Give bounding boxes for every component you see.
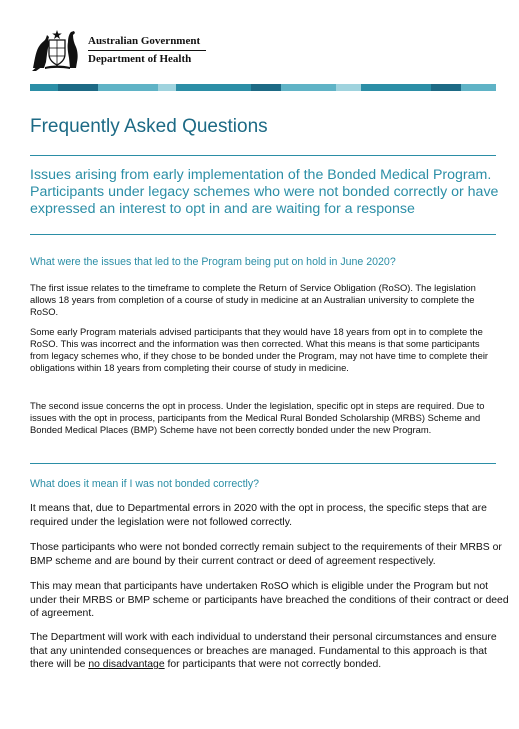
section-divider bbox=[30, 463, 496, 464]
final-text-after: for participants that were not correctly bonded. bbox=[164, 659, 382, 670]
answer-paragraph: The first issue relates to the timeframe to complete the Return of Service Obligation (RoSO). The legislation allows 18 years from completion of a course of study in medicine at an Australian university to complete the RoSO. bbox=[30, 282, 476, 317]
answer-paragraph: Some early Program materials advised participants that they would have 18 years from opt in to complete the RoSO. This was incorrect and the information was then corrected. What this means is that some participants from legacy schemes who, if they chose to be bonded under the Program, may not have time to complete their obligations within 18 years from completing their course of study in medicine. bbox=[30, 326, 489, 373]
answer-paragraph: The second issue concerns the opt in process. Under the legislation, specific opt in steps are required. Due to issues with the opt in process, participants from the Medical Rural Bonded Scholarship (MRBS) Scheme and Bonded Medical Places (BMP) Scheme have not been correctly bonded under the new Program. bbox=[30, 400, 485, 435]
no-disadvantage-emphasis: no disadvantage bbox=[88, 659, 165, 670]
answer-paragraph: Those participants who were not bonded correctly remain subject to the requirements of their MRBS or BMP scheme and are bound by their current contract or deed of agreement respectively. bbox=[30, 542, 502, 567]
page-title: Frequently Asked Questions bbox=[30, 116, 268, 137]
letterhead bbox=[30, 28, 230, 72]
wordmark-divider bbox=[88, 50, 206, 51]
color-stripe bbox=[30, 84, 496, 91]
page-subtitle: Issues arising from early implementation of the Bonded Medical Program. Participants under legacy schemes who were not bonded correctly or have expressed an interest to opt in and are waiting for a response bbox=[30, 167, 499, 217]
department-name: Department of Health bbox=[88, 53, 192, 65]
government-name: Australian Government bbox=[88, 35, 201, 47]
answer-paragraph: This may mean that participants have undertaken RoSO which is eligible under the Program but not under their MRBS or BMP scheme or participants have breached the conditions of their contract or deed of agreement. bbox=[30, 581, 509, 619]
answer-paragraph-final bbox=[30, 631, 510, 672]
question-heading: What does it mean if I was not bonded correctly? bbox=[30, 478, 260, 490]
coat-of-arms-icon bbox=[30, 28, 84, 72]
title-divider bbox=[30, 155, 496, 156]
question-heading: What were the issues that led to the Program being put on hold in June 2020? bbox=[30, 256, 396, 268]
government-wordmark bbox=[88, 35, 206, 66]
subtitle-divider bbox=[30, 234, 496, 235]
final-text-before: The Department will work with each individual to understand their personal circumstances and ensure that any unintended consequences or breaches are managed. Fundamental to this approach is that there will be bbox=[30, 632, 497, 670]
answer-paragraph: It means that, due to Departmental errors in 2020 with the opt in process, the specific steps that are required under the legislation were not followed correctly. bbox=[30, 503, 487, 528]
